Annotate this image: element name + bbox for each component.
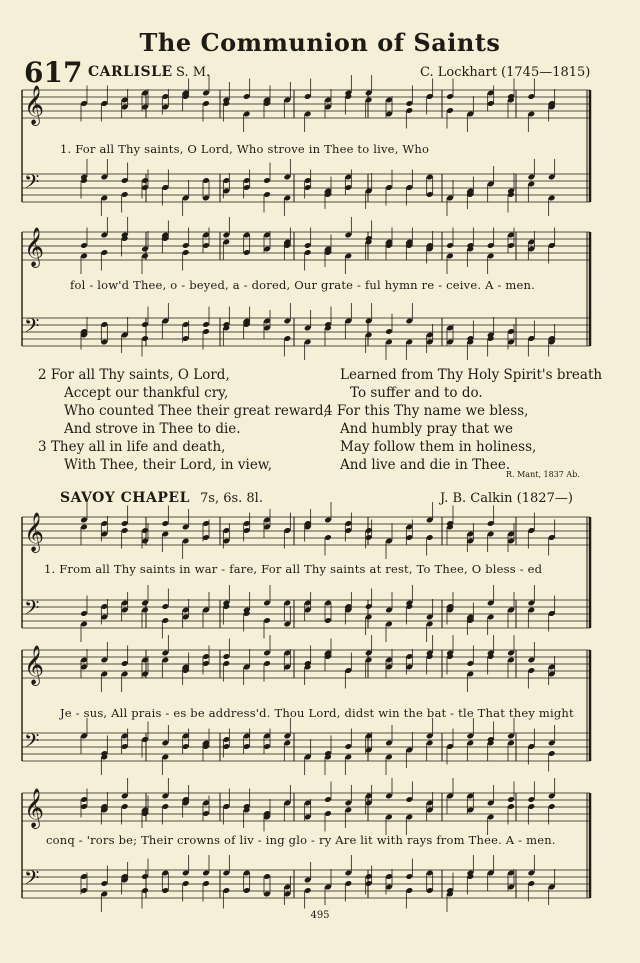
- stanza-line: 2 For all Thy saints, O Lord,: [38, 367, 230, 383]
- page-title: The Communion of Saints: [139, 28, 501, 57]
- tune-name: SAVOY CHAPEL: [60, 490, 190, 506]
- treble-clef: 𝄞: [24, 227, 45, 267]
- stanza-line: 3 They all in life and death,: [38, 439, 226, 455]
- text-credit: R. Mant, 1837 Ab.: [506, 470, 580, 479]
- stanza-line: With Thee, their Lord, in view,: [64, 457, 273, 473]
- lyrics-line: conq - 'rors be; Their crowns of liv - ing glo - ry Are lit with rays from Thee. A - men.: [46, 833, 556, 847]
- stanzas-right-column: [324, 366, 602, 474]
- page-number: 495: [310, 910, 330, 921]
- treble-clef: 𝄞: [24, 512, 45, 552]
- stanza-line: And live and die in Thee.: [340, 457, 511, 473]
- stanzas-left-column: [38, 366, 328, 474]
- composer: C. Lockhart (1745—1815): [420, 65, 591, 80]
- bass-clef: 𝄢: [24, 729, 40, 757]
- stanza-line: And humbly pray that we: [340, 421, 513, 437]
- meter: S. M.: [176, 65, 211, 80]
- bass-clef: 𝄢: [24, 314, 40, 342]
- tune-name: CARLISLE: [88, 64, 173, 80]
- stanza-line: Learned from Thy Holy Spirit's breath: [340, 367, 603, 383]
- bass-clef: 𝄢: [24, 170, 40, 198]
- stanza-line: May follow them in holiness,: [340, 439, 537, 455]
- bass-clef: 𝄢: [24, 866, 40, 894]
- stanza-line: To suffer and to do.: [350, 385, 483, 401]
- lyrics-line: fol - low'd Thee, o - beyed, a - dored, Our grate - ful hymn re - ceive. A - men.: [70, 278, 535, 292]
- meter: 7s, 6s. 8l.: [200, 491, 263, 506]
- lyrics-line: Je - sus, All prais - es be address'd. Thou Lord, didst win the bat - tle That they might: [60, 706, 574, 720]
- composer: J. B. Calkin (1827—): [440, 491, 573, 506]
- stanza-line: 4 For this Thy name we bless,: [324, 403, 529, 419]
- stanza-line: Who counted Thee their great reward,: [64, 403, 328, 419]
- stanza-line: Accept our thankful cry,: [64, 385, 229, 401]
- treble-clef: 𝄞: [24, 85, 45, 125]
- hymn-number: 617: [24, 56, 83, 89]
- lyrics-line: 1. For all Thy saints, O Lord, Who strove in Thee to live, Who: [60, 142, 430, 156]
- treble-clef: 𝄞: [24, 645, 45, 685]
- bass-clef: 𝄢: [24, 596, 40, 624]
- treble-clef: 𝄞: [24, 788, 45, 828]
- lyrics-line: 1. From all Thy saints in war - fare, For all Thy saints at rest, To Thee, O bless - ed: [44, 562, 543, 576]
- stanza-line: And strove in Thee to die.: [64, 421, 241, 437]
